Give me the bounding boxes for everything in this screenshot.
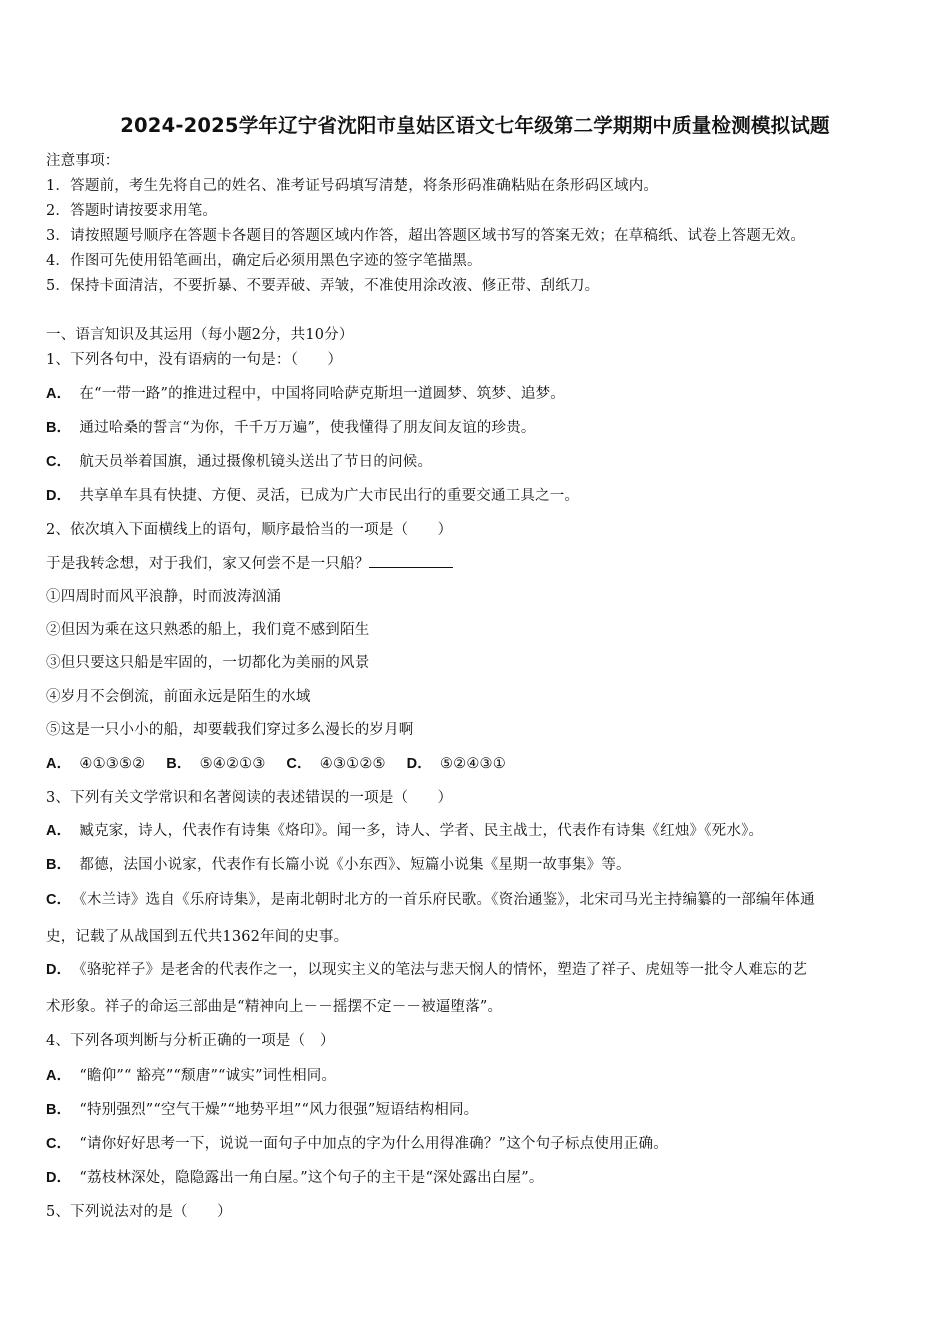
option-text: 臧克家，诗人，代表作有诗集《烙印》。闻一多，诗人、学者、民主战士，代表作有诗集《红烛》《死水》。 xyxy=(79,823,764,839)
question-3-stem: 3、下列有关文学常识和名著阅读的表述错误的一项是（ ） xyxy=(46,790,453,806)
question-1-option-a xyxy=(46,384,565,404)
choice-label: B． xyxy=(166,756,192,772)
option-label: C． xyxy=(46,1136,72,1152)
question-4-option-d xyxy=(46,1168,544,1188)
option-label: D． xyxy=(46,962,72,978)
question-3-option-c-continued: 史，记载了从战国到五代共1362年间的史事。 xyxy=(46,929,349,945)
option-label: B． xyxy=(46,857,72,873)
option-text: “荔枝林深处，隐隐露出一角白屋。”这个句子的主干是“深处露出白屋”。 xyxy=(79,1170,544,1186)
option-label: A． xyxy=(46,386,72,402)
question-4-option-c xyxy=(46,1134,668,1154)
section-heading: 一、语言知识及其运用（每小题2分，共10分） xyxy=(46,327,354,343)
option-label: D． xyxy=(46,1170,72,1186)
question-1-stem: 1、下列各句中，没有语病的一句是：（ ） xyxy=(46,352,343,368)
question-2-item: ②但因为乘在这只熟悉的船上，我们竟不感到陌生 xyxy=(46,622,370,638)
question-1-option-d xyxy=(46,486,579,506)
question-2-choices xyxy=(46,754,506,774)
question-3-option-d-continued: 术形象。祥子的命运三部曲是“精神向上－－摇摆不定－－被逼堕落”。 xyxy=(46,999,503,1015)
question-3-option-b xyxy=(46,855,631,875)
option-text: “瞻仰”“ 豁亮”“颓唐”“诚实”词性相同。 xyxy=(79,1068,337,1084)
question-2-passage xyxy=(46,553,453,574)
notice-item: 1．答题前，考生先将自己的姓名、准考证号码填写清楚，将条形码准确粘贴在条形码区域内。 xyxy=(46,178,659,194)
answer-blank xyxy=(369,553,453,568)
option-text: “特别强烈”“空气干燥”“地势平坦”“风力很强”短语结构相同。 xyxy=(79,1102,479,1118)
passage-text: 于是我转念想，对于我们，家又何尝不是一只船？ xyxy=(46,556,370,572)
question-1-option-c xyxy=(46,452,432,472)
question-3-option-d xyxy=(46,960,807,980)
option-text: 在“一带一路”的推进过程中，中国将同哈萨克斯坦一道圆梦、筑梦、追梦。 xyxy=(79,386,565,402)
option-label: C． xyxy=(46,892,72,908)
option-label: D． xyxy=(46,488,72,504)
question-1-option-b xyxy=(46,418,536,438)
choice-label: C． xyxy=(286,756,312,772)
choice-label: A． xyxy=(46,756,72,772)
question-2-item: ④岁月不会倒流，前面永远是陌生的水域 xyxy=(46,689,311,705)
notice-item: 5．保持卡面清洁，不要折暴、不要弄破、弄皱，不准使用涂改液、修正带、刮纸刀。 xyxy=(46,278,600,294)
question-3-option-c xyxy=(46,890,815,910)
option-text: 通过哈桑的誓言“为你，千千万万遍”，使我懂得了朋友间友谊的珍贵。 xyxy=(79,420,536,436)
choice-text: ⑤④②①③ xyxy=(199,756,266,772)
question-2-stem: 2、依次填入下面横线上的语句，顺序最恰当的一项是（ ） xyxy=(46,522,453,538)
choice-text: ④③①②⑤ xyxy=(319,756,386,772)
question-3-option-a xyxy=(46,821,763,841)
option-text: 都德，法国小说家，代表作有长篇小说《小东西》、短篇小说集《星期一故事集》等。 xyxy=(79,857,631,873)
option-label: B． xyxy=(46,1102,72,1118)
question-2-item: ⑤这是一只小小的船，却要载我们穿过多么漫长的岁月啊 xyxy=(46,722,414,738)
notice-heading: 注意事项： xyxy=(46,153,120,169)
choice-label: D． xyxy=(406,756,432,772)
question-4-option-b xyxy=(46,1100,478,1120)
notice-item: 2．答题时请按要求用笔。 xyxy=(46,203,218,219)
option-label: B． xyxy=(46,420,72,436)
option-label: A． xyxy=(46,1068,72,1084)
question-4-stem: 4、下列各项判断与分析正确的一项是（ ） xyxy=(46,1033,335,1049)
question-4-option-a xyxy=(46,1066,336,1086)
choice-text: ⑤②④③① xyxy=(439,756,506,772)
option-text: 共享单车具有快捷、方便、灵活，已成为广大市民出行的重要交通工具之一。 xyxy=(79,488,580,504)
option-label: C． xyxy=(46,454,72,470)
page-title: 2024-2025学年辽宁省沈阳市皇姑区语文七年级第二学期期中质量检测模拟试题 xyxy=(120,114,830,137)
question-2-item: ③但只要这只船是牢固的，一切都化为美丽的风景 xyxy=(46,655,370,671)
option-text: 《木兰诗》选自《乐府诗集》，是南北朝时北方的一首乐府民歌。《资治通鉴》，北宋司马光主持编纂的一部编年体通 xyxy=(79,892,815,908)
notice-item: 4．作图可先使用铅笔画出，确定后必须用黑色字迹的签字笔描黑。 xyxy=(46,253,482,269)
option-text: “请你好好思考一下，说说一面句子中加点的字为什么用得准确？”这个句子标点使用正确。 xyxy=(79,1136,668,1152)
question-2-item: ①四周时而风平浪静，时而波涛汹涌 xyxy=(46,589,282,605)
question-5-stem: 5、下列说法对的是（ ） xyxy=(46,1204,232,1220)
option-text: 《骆驼祥子》是老舍的代表作之一，以现实主义的笔法与悲天悯人的情怀，塑造了祥子、虎妞等一批令人难忘的艺 xyxy=(79,962,808,978)
notice-item: 3．请按照题号顺序在答题卡各题目的答题区域内作答，超出答题区域书写的答案无效；在草稿纸、试卷上答题无效。 xyxy=(46,228,806,244)
option-text: 航天员举着国旗，通过摄像机镜头送出了节日的问候。 xyxy=(79,454,433,470)
option-label: A． xyxy=(46,823,72,839)
choice-text: ④①③⑤② xyxy=(79,756,146,772)
